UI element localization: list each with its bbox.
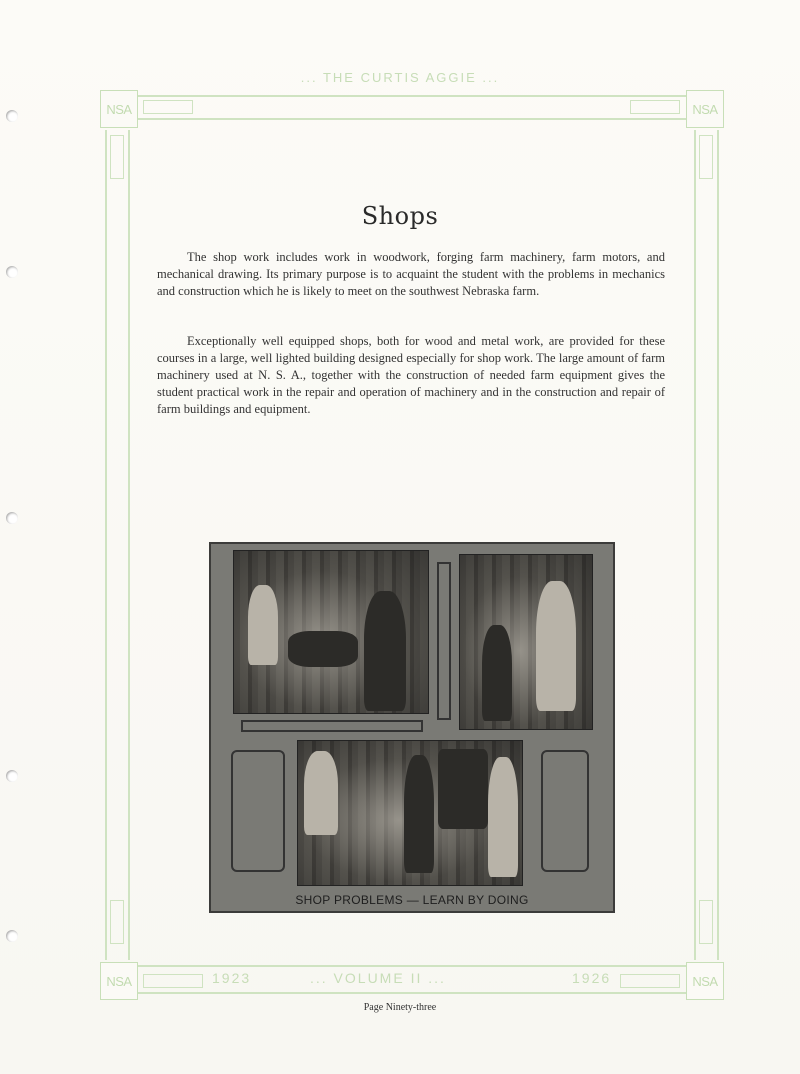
ornament [241,720,423,732]
photo-drill-press [459,554,593,730]
binder-hole [6,930,18,942]
running-head: ... THE CURTIS AGGIE ... [300,70,500,85]
binder-hole [6,110,18,122]
nsa-monogram: NSA [686,962,724,1000]
ornament [541,750,589,872]
binder-hole [6,770,18,782]
paragraph: Exceptionally well equipped shops, both for wood and metal work, are provided for these courses in a large, well lighted building designed especially for shop work. The large amount of farm machinery used at N. S. A., together with the construction of needed farm equipment gives the student practical work in the repair and operation of machinery and in the construction and repair of farm buildings and equipment. [157,334,665,416]
footer-year-start: 1923 [212,970,252,986]
page-title: Shops [361,202,439,230]
nsa-monogram: NSA [100,90,138,128]
ornament [437,562,451,720]
ornament [231,750,285,872]
paragraph: The shop work includes work in woodwork, forging farm machinery, farm motors, and mechanical drawing. Its primary purpose is to acquaint the student with the problems in mechanics and construction which he is likely to meet on the southwest Nebraska farm. [157,250,665,298]
binder-hole [6,266,18,278]
footer-year-end: 1926 [572,970,612,986]
page-number: Page Ninety-three [363,1002,437,1013]
nsa-monogram: NSA [100,962,138,1000]
photo-forge-shop [233,550,429,714]
footer-volume: ... VOLUME II ... [310,970,446,986]
photo-plate [209,542,615,913]
photo-machine-shop [297,740,523,886]
binder-hole [6,512,18,524]
nsa-monogram: NSA [686,90,724,128]
plate-caption: SHOP PROBLEMS — LEARN BY DOING [295,893,529,907]
